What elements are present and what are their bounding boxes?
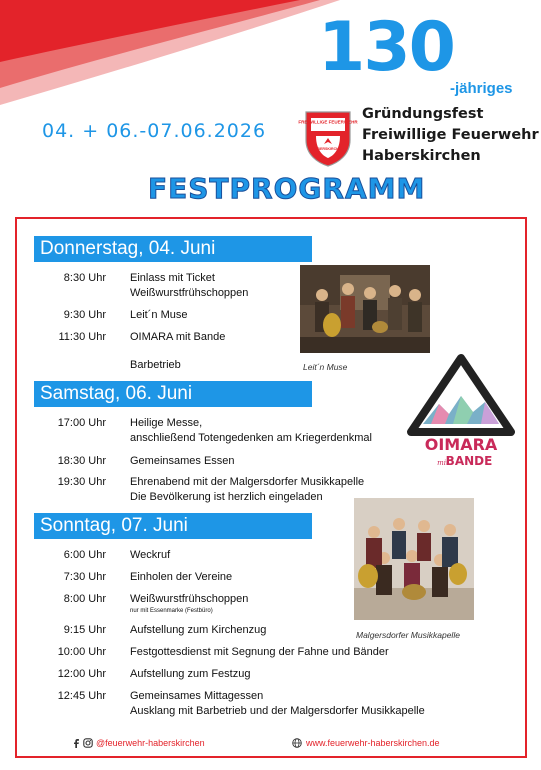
logo-text-top: FREIWILLIGE FEUERWEHR xyxy=(298,119,358,125)
title-line-3: Haberskirchen xyxy=(362,148,481,164)
event-description xyxy=(130,416,372,446)
event-line: Weißwurstfrühschoppen xyxy=(130,593,249,605)
page-title: FESTPROGRAMM xyxy=(148,172,426,205)
event-description: Weckruf xyxy=(130,549,171,561)
day-header-sunday: Sonntag, 07. Juni xyxy=(34,513,312,539)
event-line: Gemeinsames Mittagessen xyxy=(130,690,264,702)
event-description xyxy=(130,475,364,505)
oimara-logo-name: OIMARA xyxy=(424,435,498,454)
website-footer xyxy=(292,738,440,748)
oimara-logo-bande: BANDE xyxy=(445,454,493,468)
anniversary-suffix: -jähriges xyxy=(450,80,513,97)
website-link[interactable]: www.feuerwehr-haberskirchen.de xyxy=(306,738,440,748)
event-line: anschließend Totengedenken am Kriegerdenkmal xyxy=(130,432,372,444)
event-time: 6:00 Uhr xyxy=(63,549,106,561)
day-header-thursday: Donnerstag, 04. Juni xyxy=(34,236,312,262)
event-description: Aufstellung zum Kirchenzug xyxy=(130,624,267,636)
event-description xyxy=(130,271,248,301)
event-line: Die Bevölkerung ist herzlich eingeladen xyxy=(130,491,323,503)
event-description xyxy=(130,689,425,719)
day-header-saturday: Samstag, 06. Juni xyxy=(34,381,312,407)
logo-text-bottom: HABERSKIRCHEN xyxy=(312,147,344,151)
event-description: Barbetrieb xyxy=(130,359,181,371)
event-title xyxy=(362,104,539,167)
event-line: Einlass mit Ticket xyxy=(130,272,215,284)
event-dates: 04. + 06.-07.06.2026 xyxy=(42,120,267,142)
decorative-swoosh xyxy=(0,0,340,110)
title-line-2: Freiwillige Feuerwehr xyxy=(362,127,539,143)
event-line: Heilige Messe, xyxy=(130,417,203,429)
social-footer xyxy=(72,738,205,748)
photo-caption: Malgersdorfer Musikkapelle xyxy=(356,630,460,640)
event-time: 11:30 Uhr xyxy=(58,331,106,343)
facebook-icon xyxy=(72,738,80,748)
fire-brigade-logo xyxy=(298,110,358,168)
event-time: 17:00 Uhr xyxy=(57,417,106,429)
event-line: Ehrenabend mit der Malgersdorfer Musikkapelle xyxy=(130,476,365,488)
event-time: 12:45 Uhr xyxy=(57,690,106,702)
social-handle-link[interactable]: @feuerwehr-haberskirchen xyxy=(96,738,205,748)
event-description: Einholen der Vereine xyxy=(130,571,233,583)
event-line: Ausklang mit Barbetrieb und der Malgersdorfer Musikkapelle xyxy=(130,705,425,717)
oimara-logo-mit: mit xyxy=(437,459,449,467)
event-time: 8:30 Uhr xyxy=(63,272,106,284)
event-time: 9:30 Uhr xyxy=(63,309,106,321)
instagram-icon xyxy=(83,738,93,748)
event-description: Leit´n Muse xyxy=(130,309,188,321)
event-time: 18:30 Uhr xyxy=(57,455,106,467)
event-description: Aufstellung zum Festzug xyxy=(130,668,251,680)
event-description xyxy=(130,592,248,615)
anniversary-number: 130 xyxy=(318,8,454,87)
event-time: 8:00 Uhr xyxy=(63,593,106,605)
band-photo-malgersdorfer xyxy=(354,498,474,620)
event-description: OIMARA mit Bande xyxy=(130,331,226,343)
event-note: nur mit Essenmarke (Festbüro) xyxy=(130,608,213,614)
event-time: 9:15 Uhr xyxy=(63,624,106,636)
oimara-logo xyxy=(405,352,517,472)
event-description: Gemeinsames Essen xyxy=(130,455,235,467)
event-description: Festgottesdienst mit Segnung der Fahne und Bänder xyxy=(130,646,389,658)
globe-icon xyxy=(292,738,302,748)
band-photo-leitn-muse xyxy=(300,265,430,353)
event-time: 12:00 Uhr xyxy=(57,668,106,680)
event-line: Weißwurstfrühschoppen xyxy=(130,287,249,299)
event-time: 7:30 Uhr xyxy=(63,571,106,583)
event-time: 19:30 Uhr xyxy=(57,476,106,488)
title-line-1: Gründungsfest xyxy=(362,106,484,122)
photo-caption: Leit´n Muse xyxy=(303,362,348,372)
event-time: 10:00 Uhr xyxy=(57,646,106,658)
